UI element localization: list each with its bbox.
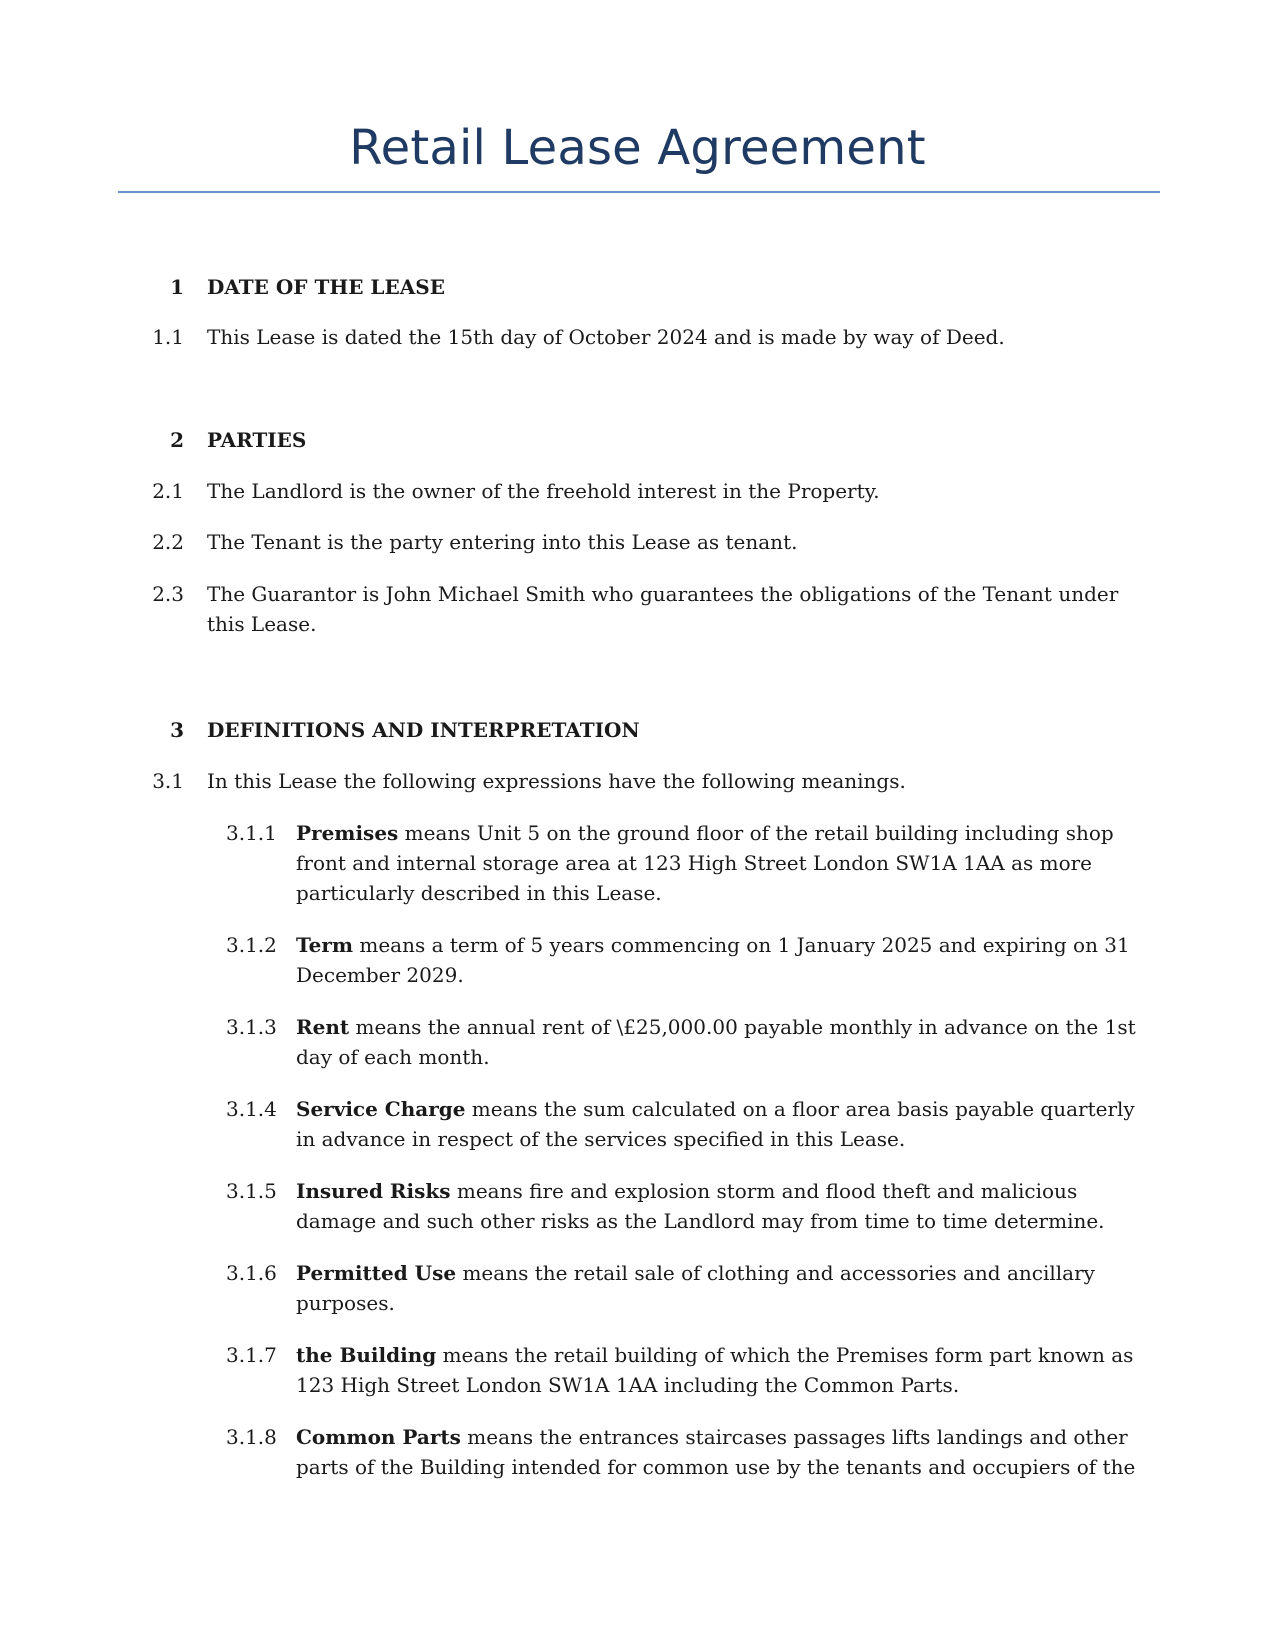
section-number: 1 [170, 275, 184, 299]
clause-number: 2.1 [152, 479, 184, 503]
section-title: DATE OF THE LEASE [207, 275, 445, 299]
definition-body: means a term of 5 years commencing on 1 January 2025 and expiring on 31 December 2029. [296, 933, 1130, 987]
clause-number: 2.3 [152, 582, 184, 606]
document-title: Retail Lease Agreement [349, 120, 926, 176]
definition-text [296, 1340, 1138, 1400]
clause-number: 3.1 [152, 769, 184, 793]
definition-text [296, 818, 1138, 908]
definition-body: means fire and explosion storm and flood theft and malicious damage and such other risks as the Landlord may from time to time determine. [296, 1179, 1105, 1233]
definition-term: Common Parts [296, 1425, 461, 1449]
definition-body: means Unit 5 on the ground floor of the retail building including shop front and internal storage area at 123 High Street London SW1A 1AA as more particularly described in this Lease. [296, 821, 1114, 905]
definition-number: 3.1.2 [226, 933, 277, 957]
definition-text [296, 1176, 1138, 1236]
definition-text [296, 1258, 1138, 1318]
definition-number: 3.1.6 [226, 1261, 277, 1285]
definition-term: Term [296, 933, 354, 957]
section-number: 2 [170, 428, 184, 452]
definition-text [296, 1012, 1138, 1072]
definition-term: Rent [296, 1015, 350, 1039]
definition-term: Permitted Use [296, 1261, 457, 1285]
definition-number: 3.1.3 [226, 1015, 277, 1039]
definition-term: Insured Risks [296, 1179, 451, 1203]
definition-body: means the retail building of which the Premises form part known as 123 High Street London SW1A 1AA including the Common Parts. [296, 1343, 1134, 1397]
definition-text [296, 1422, 1138, 1482]
title-underline [118, 191, 1160, 193]
definition-body: means the retail sale of clothing and accessories and ancillary purposes. [296, 1261, 1095, 1315]
section-title: PARTIES [207, 428, 307, 452]
clause-text: This Lease is dated the 15th day of October 2024 and is made by way of Deed. [207, 325, 1005, 349]
section-number: 3 [170, 718, 184, 742]
definition-number: 3.1.1 [226, 821, 277, 845]
definition-term: Premises [296, 821, 399, 845]
section-title: DEFINITIONS AND INTERPRETATION [207, 718, 640, 742]
definition-number: 3.1.8 [226, 1425, 277, 1449]
definition-body: means the entrances staircases passages lifts landings and other parts of the Building intended for common use by the tenants and occupiers of the [296, 1425, 1136, 1479]
definition-term: the Building [296, 1343, 437, 1367]
clause-number: 2.2 [152, 530, 184, 554]
clause-text: The Guarantor is John Michael Smith who guarantees the obligations of the Tenant under this Lease. [207, 582, 1119, 636]
clause-text: The Landlord is the owner of the freehold interest in the Property. [207, 479, 880, 503]
clause-number: 1.1 [152, 325, 184, 349]
definition-number: 3.1.5 [226, 1179, 277, 1203]
definition-number: 3.1.7 [226, 1343, 277, 1367]
definition-body: means the annual rent of \£25,000.00 payable monthly in advance on the 1st day of each month. [296, 1015, 1136, 1069]
definition-term: Service Charge [296, 1097, 466, 1121]
definition-body: means the sum calculated on a floor area basis payable quarterly in advance in respect of the services specified in this Lease. [296, 1097, 1135, 1151]
definition-text [296, 1094, 1138, 1154]
clause-text: The Tenant is the party entering into this Lease as tenant. [207, 530, 798, 554]
definition-text [296, 930, 1138, 990]
clause-text: In this Lease the following expressions have the following meanings. [207, 769, 906, 793]
definition-number: 3.1.4 [226, 1097, 277, 1121]
